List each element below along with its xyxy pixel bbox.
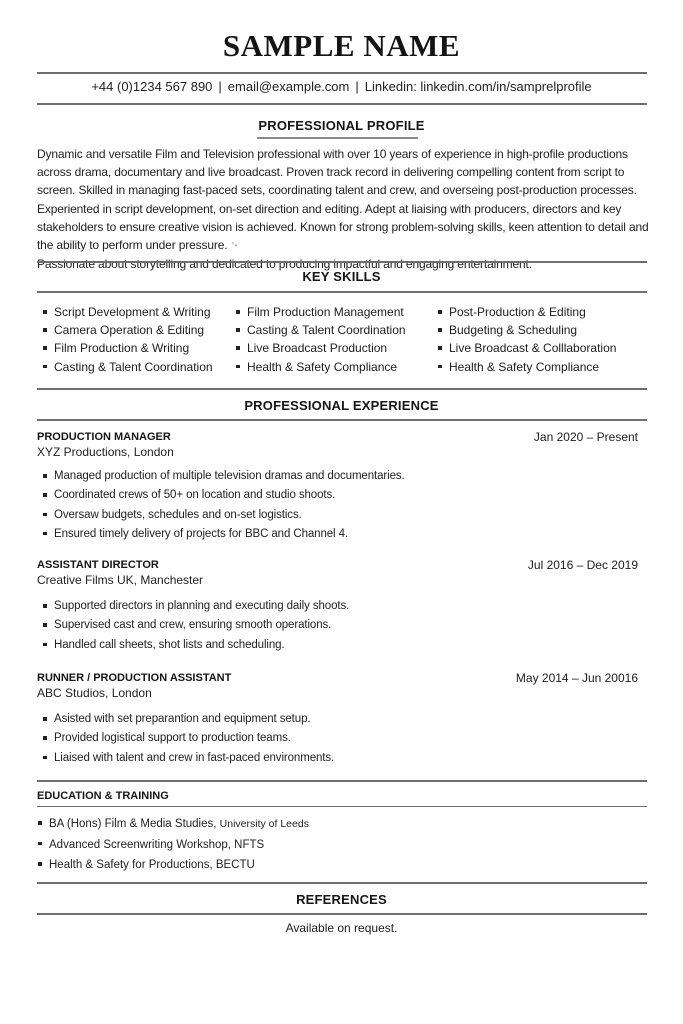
job-bullet: Managed production of multiple television dramas and documentaries. <box>37 467 637 486</box>
skill-item: Camera Operation & Editing <box>37 321 213 339</box>
job-dates: Jan 2020 – Present <box>533 430 638 444</box>
references-text: Available on request. <box>285 921 398 935</box>
skill-item: Live Broadcast Production <box>230 339 406 357</box>
divider <box>37 72 647 74</box>
skills-column <box>432 303 616 376</box>
job-bullet: Oversaw budgets, schedules and on-set logistics. <box>37 506 637 525</box>
education-institution: University of Leeds <box>219 818 309 830</box>
divider <box>37 388 647 390</box>
skill-item: Live Broadcast & Colllaboration <box>432 339 616 357</box>
skills-column <box>37 303 213 376</box>
job-bullet: Provided logistical support to production teams. <box>37 729 637 748</box>
divider <box>37 882 647 884</box>
profile-summary <box>37 145 649 273</box>
job-title: RUNNER / PRODUCTION ASSISTANT <box>37 672 232 684</box>
profile-heading: PROFESSIONAL PROFILE <box>258 118 425 133</box>
skill-item: Health & Safety Compliance <box>230 358 406 376</box>
profile-text-tail: Passionate about storytelling and dedicated to producing impactful and engaging entertainment. <box>37 256 532 271</box>
skills-column <box>230 303 406 376</box>
divider <box>37 780 647 782</box>
job-bullet: Supported directors in planning and executing daily shoots. <box>37 597 637 616</box>
job-title: ASSISTANT DIRECTOR <box>37 559 159 571</box>
separator: | <box>218 79 222 94</box>
skill-item: Casting & Talent Coordination <box>230 321 406 339</box>
job-bullets <box>37 710 637 768</box>
divider <box>37 806 647 807</box>
divider <box>37 103 647 105</box>
contact-line <box>0 79 683 94</box>
phone-number: +44 (0)1234 567 890 <box>91 79 213 94</box>
education-heading: EDUCATION & TRAINING <box>37 790 169 802</box>
email-address: email@example.com <box>227 79 350 94</box>
education-item <box>37 814 309 835</box>
job-dates: May 2014 – Jun 20016 <box>515 671 638 685</box>
separator: | <box>355 79 359 94</box>
job-bullet: Asisted with set preparantion and equipment setup. <box>37 710 637 729</box>
job-company: ABC Studios, London <box>37 686 152 700</box>
education-main: BA (Hons) Film & Media Studies, <box>49 818 217 830</box>
references-heading: REFERENCES <box>296 892 387 907</box>
job-title: PRODUCTION MANAGER <box>37 431 171 443</box>
education-main: Health & Safety for Productions, BECTU <box>49 859 255 872</box>
skill-item: Post-Production & Editing <box>432 303 616 321</box>
job-dates: Jul 2016 – Dec 2019 <box>527 558 638 572</box>
divider <box>37 419 647 421</box>
job-bullet: Coordinated crews of 50+ on location and studio shoots. <box>37 486 637 505</box>
skill-item: Budgeting & Scheduling <box>432 321 616 339</box>
education-item <box>37 855 309 876</box>
skill-item: Script Development & Writing <box>37 303 213 321</box>
divider <box>37 261 647 263</box>
job-company: Creative Films UK, Manchester <box>37 573 204 587</box>
experience-heading: PROFESSIONAL EXPERIENCE <box>244 398 439 413</box>
job-company: XYZ Productions, London <box>37 445 174 459</box>
skills-heading: KEY SKILLS <box>302 269 381 284</box>
divider <box>37 913 647 915</box>
skill-item: Film Production & Writing <box>37 339 213 357</box>
linkedin-url: Linkedin: linkedin.com/in/samprelprofile <box>364 79 592 94</box>
education-item <box>37 835 309 856</box>
skill-item: Film Production Management <box>230 303 406 321</box>
skill-item: Health & Safety Compliance <box>432 358 616 376</box>
education-list <box>37 814 309 876</box>
divider <box>37 291 647 293</box>
job-bullet: Liaised with talent and crew in fast-paced environments. <box>37 749 637 768</box>
stray-mark-icon: °• <box>231 240 238 250</box>
job-bullet: Handled call sheets, shot lists and scheduling. <box>37 636 637 655</box>
skill-item: Casting & Talent Coordination <box>37 358 213 376</box>
job-bullets <box>37 467 637 544</box>
job-bullet: Supervised cast and crew, ensuring smooth operations. <box>37 616 637 635</box>
profile-text: Dynamic and versatile Film and Television professional with over 10 years of experience in high-profile productions across drama, documentary and live broadcast. Proven track record in delivering compelling content from script to screen. Skilled in managing fast-paced sets, coordinating talent and crew, and overseing post-production processes. Experiented in script development, on-set direction and editing. Adept at liaising with producers, directors and key stakeholders to ensure creative vision is achieved. Known for strong problem-solving skills, keen attention to detail and the ability to perform under pressure. <box>37 147 649 253</box>
job-bullet: Ensured timely delivery of projects for BBC and Channel 4. <box>37 525 637 544</box>
candidate-name: SAMPLE NAME <box>222 28 461 63</box>
heading-underline <box>257 137 418 139</box>
job-bullets <box>37 597 637 655</box>
education-main: Advanced Screenwriting Workshop, NFTS <box>49 838 265 851</box>
